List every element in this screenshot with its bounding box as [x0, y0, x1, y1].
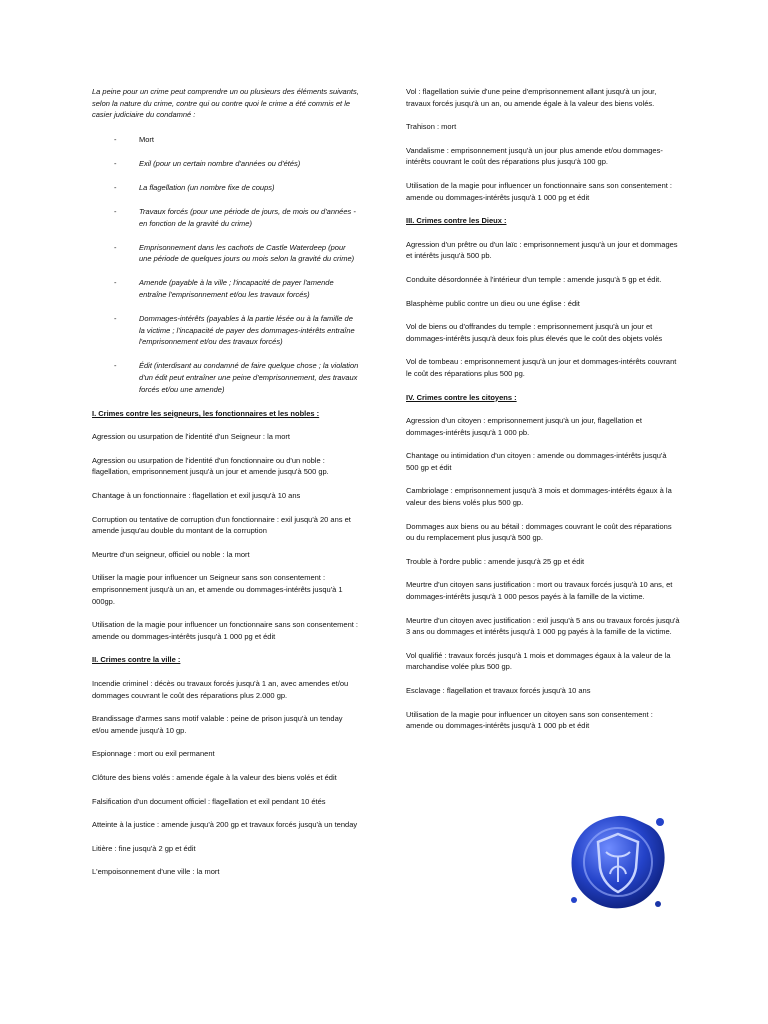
- bullet-dash: -: [114, 278, 117, 288]
- crime-entry: Corruption ou tentative de corruption d'un fonctionnaire : exil jusqu'à 20 ans et amende jusqu'au double du montant de la corruption: [92, 514, 351, 536]
- section-heading-citizens: IV. Crimes contre les citoyens :: [406, 392, 517, 402]
- bullet-dash: -: [114, 314, 117, 324]
- bullet-dash: -: [114, 134, 117, 144]
- penalty-text: Mort: [139, 134, 154, 144]
- bullet-dash: -: [114, 242, 117, 252]
- crime-entry: Conduite désordonnée à l'intérieur d'un temple : amende jusqu'à 5 gp et édit.: [406, 274, 662, 284]
- crime-entry: Falsification d'un document officiel : flagellation et exil pendant 10 étés: [92, 796, 326, 806]
- crime-entry: Incendie criminel : décès ou travaux forcés jusqu'à 1 an, avec amendes et/ou dommages couvrant le coût des réparations plus 2.000 gp.: [92, 679, 349, 700]
- crime-entry: Utilisation de la magie pour influencer un citoyen sans son consentement : amende ou dommages-intérêts jusqu'à 1 000 pb et édit: [406, 709, 653, 731]
- penalty-item: [92, 277, 360, 300]
- section-heading-city: II. Crimes contre la ville :: [92, 655, 181, 665]
- penalty-text: Emprisonnement dans les cachots de Castle Waterdeep (pour une période de quelques jours ou mois selon la gravité du crime): [139, 242, 355, 264]
- crime-entry: Vol : flagellation suivie d'une peine d'emprisonnement allant jusqu'à un jour, travaux forcés jusqu'à un an, ou amende égale à la valeur des biens volés.: [406, 87, 657, 108]
- wax-seal-icon: [568, 812, 668, 912]
- crime-entry: Agression ou usurpation de l'identité d'un fonctionnaire ou d'un noble : flagellation, emprisonnement jusqu'à un jour et amende jusqu'à 500 gp.: [92, 455, 329, 477]
- penalty-text: Exil (pour un certain nombre d'années ou d'étés): [139, 158, 301, 168]
- crime-entry: Dommages aux biens ou au bétail : dommages couvrant le coût des réparations ou du remplacement plus jusqu'à 500 gp.: [406, 521, 672, 543]
- crime-entry: Vol de tombeau : emprisonnement jusqu'à un jour et dommages-intérêts couvrant le coût des réparations plus 500 pg.: [406, 357, 677, 378]
- penalty-text: Édit (interdisant au condamné de faire quelque chose ; la violation d'un édit peut entraîner une peine d'emprisonnement, des travaux forcés et/ou une amende): [139, 361, 359, 394]
- crime-entry: Cambriolage : emprisonnement jusqu'à 3 mois et dommages-intérêts égaux à la valeur des biens volés plus 500 gp.: [406, 486, 672, 508]
- crime-entry: Agression d'un prêtre ou d'un laïc : emprisonnement jusqu'à un jour et dommages et intérêts jusqu'à 500 pb.: [406, 239, 678, 261]
- crime-entry: Utiliser la magie pour influencer un Seigneur sans son consentement : emprisonnement jusqu'à un an, et amende ou dommages-intérêts jusqu'à 1 000gp.: [92, 573, 343, 606]
- penalty-item: [92, 313, 360, 348]
- crime-entry: Trahison : mort: [406, 122, 457, 132]
- penalty-item: [92, 182, 360, 194]
- crime-entry: Litière : fine jusqu'à 2 gp et édit: [92, 843, 196, 853]
- penalty-item: [92, 158, 360, 170]
- crime-entry: Meurtre d'un seigneur, officiel ou noble : la mort: [92, 549, 250, 559]
- crime-entry: Vol qualifié : travaux forcés jusqu'à 1 mois et dommages égaux à la valeur de la marchandise volée plus 500 gp.: [406, 650, 671, 672]
- crime-entry: Chantage à un fonctionnaire : flagellation et exil jusqu'à 10 ans: [92, 491, 301, 501]
- crime-entry: Espionnage : mort ou exil permanent: [92, 749, 215, 759]
- crime-entry: Brandissage d'armes sans motif valable : peine de prison jusqu'à un tenday et/ou amende jusqu'à 10 gp.: [92, 714, 343, 735]
- crime-entry: Trouble à l'ordre public : amende jusqu'à 25 gp et édit: [406, 556, 585, 566]
- right-column: [406, 86, 680, 744]
- section-heading-lords: I. Crimes contre les seigneurs, les fonctionnaires et les nobles :: [92, 408, 320, 418]
- crime-entry: Chantage ou intimidation d'un citoyen : amende ou dommages-intérêts jusqu'à 500 gp et édit: [406, 451, 667, 472]
- penalty-text: Dommages-intérêts (payables à la partie lésée ou à la famille de la victime ; l'incapacité de payer des dommages-intérêts entraîne l'emprisonnement et/ou des travaux forcés): [139, 314, 355, 347]
- crime-entry: Meurtre d'un citoyen avec justification : exil jusqu'à 5 ans ou travaux forcés jusqu'à 3 ans ou dommages et intérêts jusqu'à 1 000 pg payés à la famille de la victime.: [406, 615, 680, 637]
- penalty-item: [92, 242, 360, 265]
- penalty-text: Amende (payable à la ville ; l'incapacité de payer l'amende entraîne l'emprisonnement et/ou les travaux forcés): [139, 278, 334, 300]
- penalty-list: [92, 134, 360, 395]
- penalty-text: Travaux forcés (pour une période de jours, de mois ou d'années - en fonction de la gravité du crime): [139, 207, 356, 228]
- crime-entry: Utilisation de la magie pour influencer un fonctionnaire sans son consentement : amende ou dommages-intérêts jusqu'à 1 000 pg et édit: [406, 180, 672, 202]
- penalty-text: La flagellation (un nombre fixe de coups): [139, 182, 275, 192]
- penalty-item: [92, 206, 360, 229]
- intro-paragraph: La peine pour un crime peut comprendre un ou plusieurs des éléments suivants, selon la nature du crime, contre qui ou contre quoi le crime a été commis et le casier judiciaire du condamné :: [92, 87, 359, 120]
- crime-entry: L'empoisonnement d'une ville : la mort: [92, 867, 220, 877]
- section-heading-gods: III. Crimes contre les Dieux :: [406, 216, 507, 226]
- crime-entry: Vol de biens ou d'offrandes du temple : emprisonnement jusqu'à un jour et dommages-intérêts jusqu'à deux fois plus élevés que le coût des objets volés: [406, 322, 663, 343]
- crime-entry: Agression d'un citoyen : emprisonnement jusqu'à un jour, flagellation et dommages-intérêts jusqu'à 1 000 pb.: [406, 416, 642, 437]
- left-column: [92, 86, 360, 890]
- penalty-item: [92, 134, 360, 146]
- penalty-item: [92, 360, 360, 395]
- bullet-dash: -: [114, 158, 117, 168]
- crime-entry: Clôture des biens volés : amende égale à la valeur des biens volés et édit: [92, 772, 337, 782]
- crime-entry: Vandalisme : emprisonnement jusqu'à un jour plus amende et/ou dommages-intérêts couvrant le coût des réparations plus jusqu'à 100 gp.: [406, 145, 663, 167]
- crime-entry: Blasphème public contre un dieu ou une église : édit: [406, 298, 580, 308]
- bullet-dash: -: [114, 207, 117, 217]
- crime-entry: Atteinte à la justice : amende jusqu'à 200 gp et travaux forcés jusqu'à un tenday: [92, 820, 358, 830]
- crime-entry: Utilisation de la magie pour influencer un fonctionnaire sans son consentement : amende ou dommages-intérêts jusqu'à 1 000 pg et édit: [92, 620, 358, 641]
- bullet-dash: -: [114, 182, 117, 192]
- crime-entry: Agression ou usurpation de l'identité d'un Seigneur : la mort: [92, 432, 290, 442]
- bullet-dash: -: [114, 361, 117, 371]
- crime-entry: Meurtre d'un citoyen sans justification : mort ou travaux forcés jusqu'à 10 ans, et dommages-intérêts jusqu'à 1 000 pesos payés à la famille de la victime.: [406, 580, 673, 602]
- crime-entry: Esclavage : flagellation et travaux forcés jusqu'à 10 ans: [406, 686, 591, 695]
